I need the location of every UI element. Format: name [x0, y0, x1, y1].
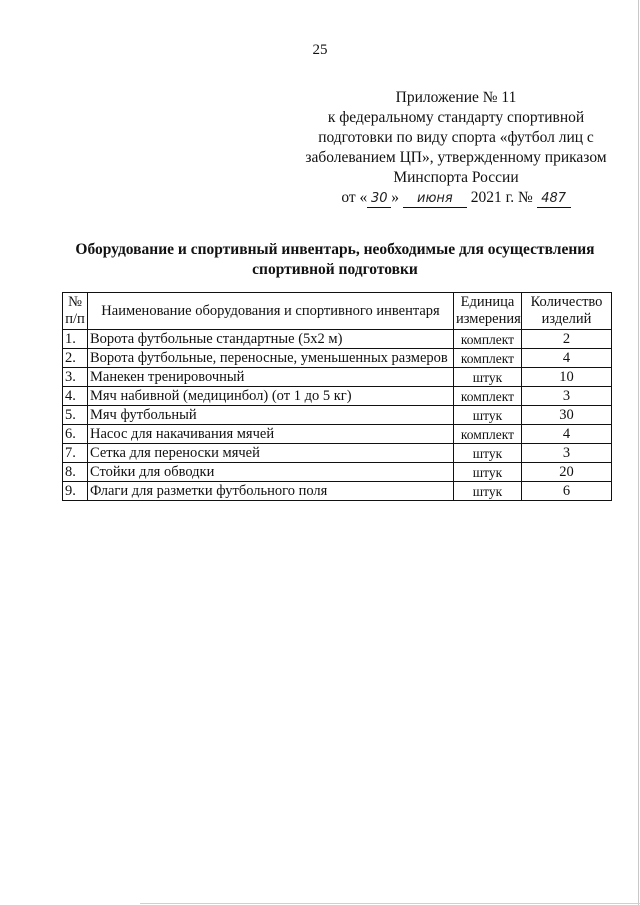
row-qty: 6 — [522, 482, 612, 501]
row-name: Ворота футбольные, переносные, уменьшенных размеров — [88, 349, 454, 368]
table-row — [63, 406, 612, 425]
row-unit: штук — [454, 482, 522, 501]
row-name: Сетка для переноски мячей — [88, 444, 454, 463]
row-name: Мяч набивной (медицинбол) (от 1 до 5 кг) — [88, 387, 454, 406]
header-num: № п/п — [63, 293, 88, 330]
order-line — [300, 188, 612, 208]
row-unit: штук — [454, 444, 522, 463]
table-row — [63, 444, 612, 463]
row-num: 4. — [63, 387, 88, 406]
row-unit: штук — [454, 406, 522, 425]
row-name: Стойки для обводки — [88, 463, 454, 482]
order-number: 487 — [537, 191, 571, 208]
row-qty: 10 — [522, 368, 612, 387]
order-day: 30 — [367, 191, 391, 208]
page-number: 25 — [312, 42, 328, 58]
table-row — [63, 463, 612, 482]
order-month: июня — [403, 191, 467, 208]
row-num: 7. — [63, 444, 88, 463]
row-unit: комплект — [454, 425, 522, 444]
table-row — [63, 349, 612, 368]
table-row — [63, 482, 612, 501]
header-qty: Количество изделий — [522, 293, 612, 330]
row-name: Ворота футбольные стандартные (5х2 м) — [88, 330, 454, 349]
appendix-block — [300, 88, 612, 208]
row-qty: 20 — [522, 463, 612, 482]
table-row — [63, 330, 612, 349]
scan-edge-line — [638, 0, 639, 905]
row-name: Флаги для разметки футбольного поля — [88, 482, 454, 501]
inventory-table — [62, 292, 612, 501]
row-qty: 2 — [522, 330, 612, 349]
row-num: 6. — [63, 425, 88, 444]
row-num: 1. — [63, 330, 88, 349]
row-name: Манекен тренировочный — [88, 368, 454, 387]
order-quote-close: » — [391, 189, 400, 206]
scan-bottom-line — [140, 903, 640, 904]
row-num: 9. — [63, 482, 88, 501]
appendix-line: Минспорта России — [393, 169, 519, 186]
row-num: 8. — [63, 463, 88, 482]
row-unit: штук — [454, 368, 522, 387]
header-unit: Единица измерения — [454, 293, 522, 330]
order-prefix: от « — [341, 189, 368, 206]
document-title: Оборудование и спортивный инвентарь, необходимые для осуществления спортивной подготовки — [75, 241, 595, 278]
row-unit: комплект — [454, 330, 522, 349]
row-unit: комплект — [454, 349, 522, 368]
row-unit: штук — [454, 463, 522, 482]
appendix-line: заболеванием ЦП», утвержденному приказом — [305, 149, 607, 166]
row-qty: 30 — [522, 406, 612, 425]
table-row — [63, 387, 612, 406]
row-num: 3. — [63, 368, 88, 387]
row-name: Мяч футбольный — [88, 406, 454, 425]
appendix-line: к федеральному стандарту спортивной — [327, 109, 585, 126]
table-row — [63, 425, 612, 444]
row-qty: 4 — [522, 349, 612, 368]
header-name: Наименование оборудования и спортивного инвентаря — [88, 293, 454, 330]
row-qty: 3 — [522, 387, 612, 406]
order-year: 2021 г. № — [470, 189, 533, 206]
row-qty: 4 — [522, 425, 612, 444]
appendix-line: подготовки по виду спорта «футбол лиц с — [318, 129, 594, 146]
table-row — [63, 368, 612, 387]
row-qty: 3 — [522, 444, 612, 463]
row-num: 2. — [63, 349, 88, 368]
row-unit: комплект — [454, 387, 522, 406]
table-header-row — [63, 293, 612, 330]
row-name: Насос для накачивания мячей — [88, 425, 454, 444]
appendix-line: Приложение № 11 — [395, 89, 517, 106]
row-num: 5. — [63, 406, 88, 425]
